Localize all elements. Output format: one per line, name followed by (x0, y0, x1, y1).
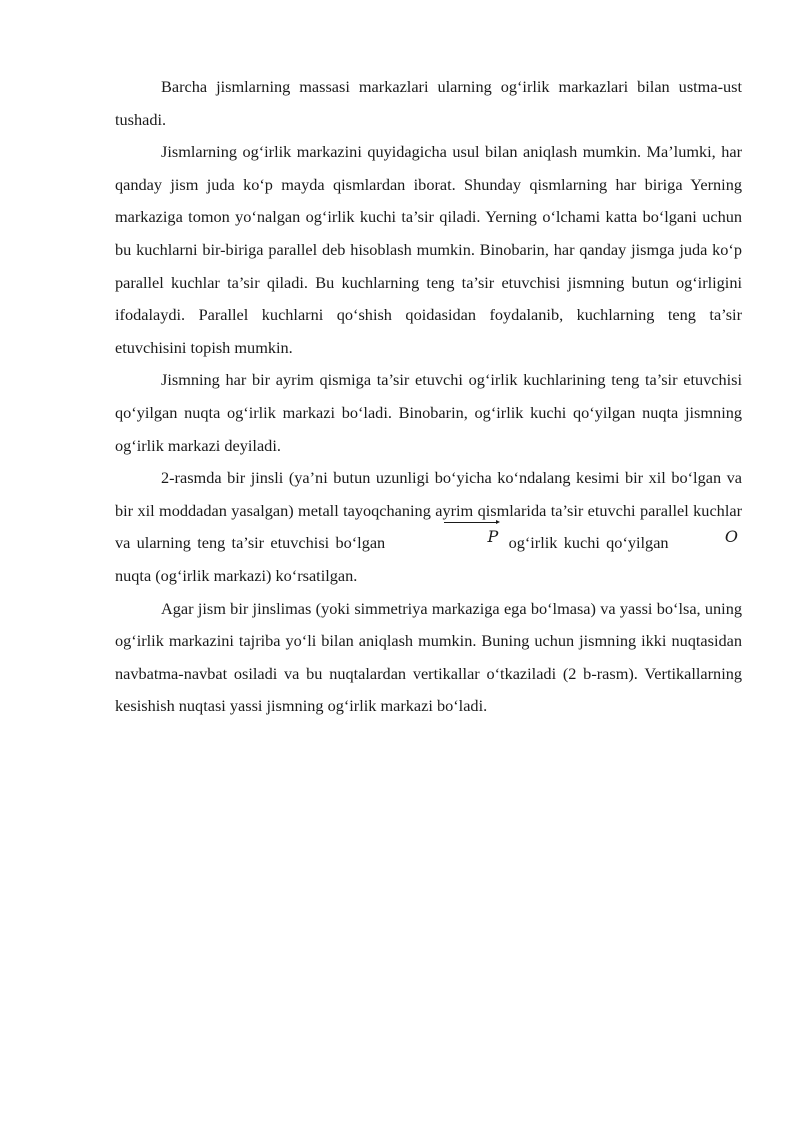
point-o-symbol: O (724, 527, 738, 547)
document-body (115, 71, 742, 723)
paragraph-5: Agar jism bir jinslimas (yoki simmetriya markaziga ega bo‘lmasa) va yassi bo‘lsa, uning og‘irlik markazini tajriba yo‘li bilan aniqlash mumkin. Buning uchun jismning ikki nuqtasidan navbatma-navbat osiladi va bu nuqtalardan vertikallar o‘tkaziladi (2 b-rasm). Vertikallarning kesishish nuqtasi yassi jismning og‘irlik markazi bo‘ladi. (115, 598, 742, 716)
paragraph-4-part-3: nuqta (og‘irlik markazi) ko‘rsatilgan. (115, 565, 358, 585)
paragraph-3: Jismning har bir ayrim qismiga ta’sir etuvchi og‘irlik kuchlarining teng ta’sir etuvchisi qo‘yilgan nuqta og‘irlik markazi bo‘ladi. Binobarin, og‘irlik kuchi qo‘yilgan nuqta jismning og‘irlik markazi deyiladi. (115, 370, 742, 455)
paragraph-1: Barcha jismlarning massasi markazlari ularning og‘irlik markazlari bilan ustma-ust tushadi. (115, 77, 742, 129)
paragraph-4-part-1: 2-rasmda bir jinsli (ya’ni butun uzunligi bo‘yicha ko‘ndalang kesimi bir xil bo‘lgan va bir xil moddadan yasalgan) metall tayoqchaning ayrim qismlarida ta’sir etuvchi parallel kuchlar va ularning teng ta’sir etuvchisi bo‘lgan (115, 468, 742, 553)
vector-p-symbol (392, 521, 503, 554)
paragraph-4-part-2: og‘irlik kuchi qo‘yilgan (508, 533, 669, 553)
vector-p-letter: P (442, 521, 499, 554)
paragraph-4 (115, 462, 742, 592)
paragraph-2: Jismlarning og‘irlik markazini quyidagicha usul bilan aniqlash mumkin. Ma’lumki, har qanday jism juda ko‘p mayda qismlardan iborat. Shunday qismlarning har biriga Yerning markaziga tomon yo‘nalgan og‘irlik kuchi ta’sir qiladi. Yerning o‘lchami katta bo‘lgani uchun bu kuchlarni bir-biriga parallel deb hisoblash mumkin. Binobarin, har qanday jismga juda ko‘p parallel kuchlar ta’sir qiladi. Bu kuchlarning teng ta’sir etuvchisi jismning butun og‘irligini ifodalaydi. Parallel kuchlarni qo‘shish qoidasidan foydalanib, kuchlarning teng ta’sir etuvchisini topish mumkin. (115, 142, 742, 357)
